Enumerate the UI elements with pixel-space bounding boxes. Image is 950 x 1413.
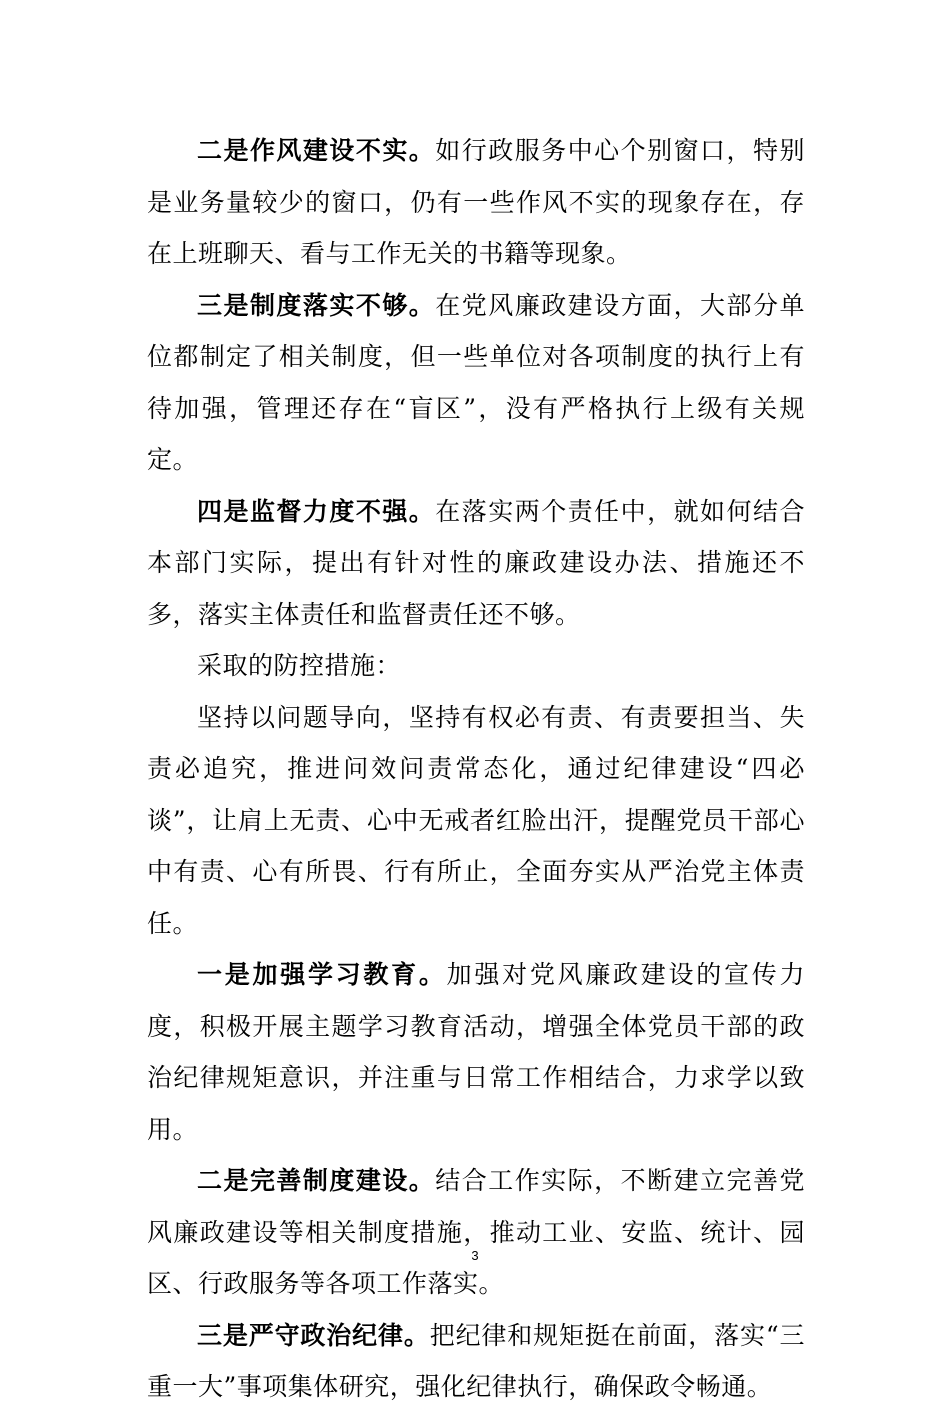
paragraph-text: 加强对党风廉政建设的宣传力度，积极开展主题学习教育活动，增强全体党员干部的政治纪律规矩意识，并注重与日常工作相结合，力求学以致用。 (147, 960, 805, 1144)
paragraph-measures-intro (147, 692, 805, 950)
paragraph-measure-discipline (147, 1310, 805, 1413)
paragraph-system-issue (147, 280, 805, 486)
page-number: 3 (471, 1248, 479, 1263)
paragraph-text: 在落实两个责任中，就如何结合本部门实际，提出有针对性的廉政建设办法、措施还不多，落实主体责任和监督责任还不够。 (147, 496, 805, 629)
paragraph-supervision-issue (147, 486, 805, 641)
paragraph-heading: 二是作风建设不实。 (197, 136, 436, 165)
paragraph-style-issue (147, 125, 805, 280)
section-heading-measures (147, 640, 805, 692)
paragraph-text: 结合工作实际，不断建立完善党风廉政建设等相关制度措施，推动工业、安监、统计、园区、行政服务等各项工作落实。 (147, 1166, 805, 1298)
paragraph-text: 坚持以问题导向，坚持有权必有责、有责要担当、失责必追究，推进问效问责常态化，通过纪律建设“四必谈”，让肩上无责、心中无戒者红脸出汗，提醒党员干部心中有责、心有所畏、行有所止，全面夯实从严治党主体责任。 (147, 702, 805, 938)
paragraph-text: 把纪律和规矩挺在前面，落实“三重一大”事项集体研究，强化纪律执行，确保政令畅通。 (147, 1320, 805, 1401)
paragraph-measure-study (147, 949, 805, 1155)
paragraph-text: 如行政服务中心个别窗口，特别是业务量较少的窗口，仍有一些作风不实的现象存在，存在上班聊天、看与工作无关的书籍等现象。 (147, 136, 805, 268)
paragraph-heading: 二是完善制度建设。 (197, 1166, 436, 1195)
paragraph-text: 在党风廉政建设方面，大部分单位都制定了相关制度，但一些单位对各项制度的执行上有待加强，管理还存在“盲区”，没有严格执行上级有关规定。 (147, 290, 805, 474)
paragraph-heading: 三是制度落实不够。 (197, 290, 436, 320)
paragraph-heading: 四是监督力度不强。 (197, 496, 436, 526)
paragraph-measure-system (147, 1155, 805, 1310)
paragraph-heading: 一是加强学习教育。 (197, 960, 447, 989)
paragraph-heading: 三是严守政治纪律。 (197, 1320, 430, 1350)
paragraph-text: 采取的防控措施： (197, 651, 402, 680)
document-body (147, 125, 805, 1413)
